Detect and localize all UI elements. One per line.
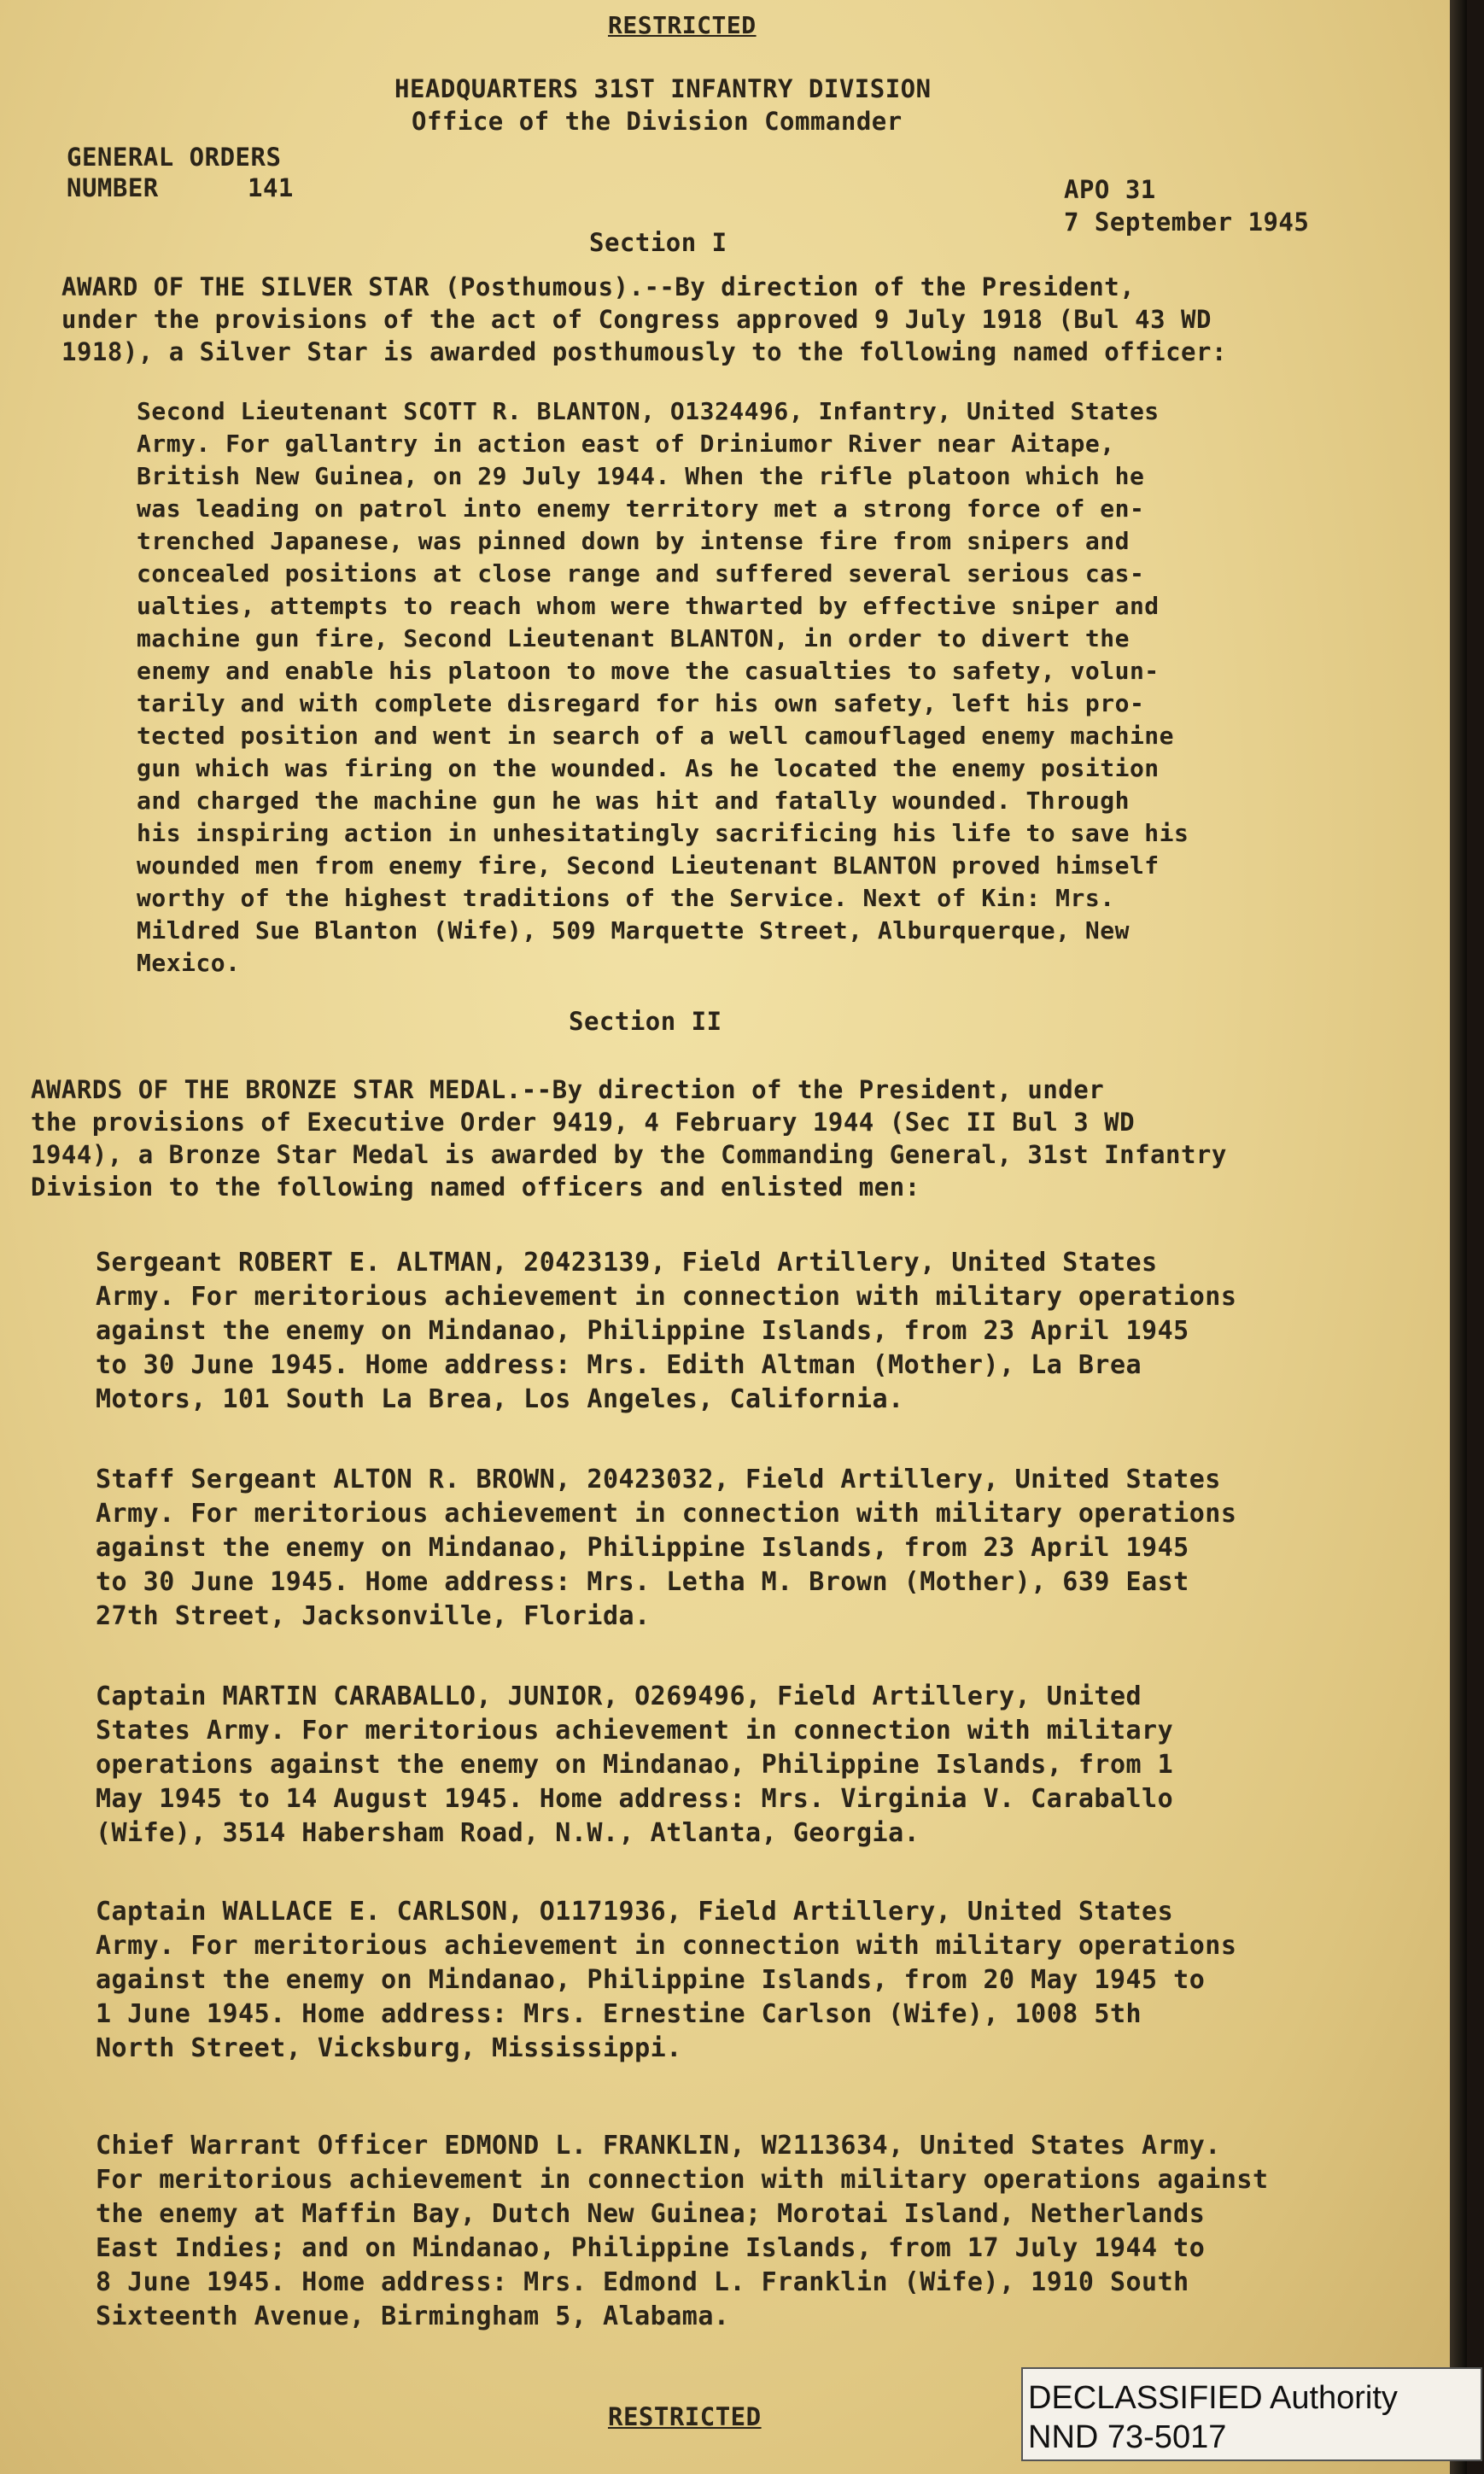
bronze-star-citation-line: to 30 June 1945. Home address: Mrs. Letha M. Brown (Mother), 639 East bbox=[96, 1567, 1189, 1597]
silver-star-citation-line: wounded men from enemy fire, Second Lieutenant BLANTON proved himself bbox=[137, 851, 1160, 880]
bronze-star-citation-line: May 1945 to 14 August 1945. Home address: Mrs. Virginia V. Caraballo bbox=[96, 1784, 1174, 1814]
section-1-intro-line: AWARD OF THE SILVER STAR (Posthumous).--By direction of the President, bbox=[61, 272, 1136, 301]
bronze-star-citation-line: to 30 June 1945. Home address: Mrs. Edith Altman (Mother), La Brea bbox=[96, 1350, 1142, 1380]
section-1-intro-line: under the provisions of the act of Congress approved 9 July 1918 (Bul 43 WD bbox=[61, 305, 1212, 334]
section-2-intro-line: 1944), a Bronze Star Medal is awarded by the Commanding General, 31st Infantry bbox=[31, 1140, 1227, 1169]
silver-star-citation-line: Mexico. bbox=[137, 949, 241, 977]
bronze-star-citation-line: 8 June 1945. Home address: Mrs. Edmond L. Franklin (Wife), 1910 South bbox=[96, 2267, 1189, 2297]
bronze-star-citation-line: Army. For meritorious achievement in connection with military operations bbox=[96, 1931, 1237, 1961]
bronze-star-citation-line: East Indies; and on Mindanao, Philippine Islands, from 17 July 1944 to bbox=[96, 2233, 1206, 2263]
stamp-reference: NND 73-5017 bbox=[1028, 2418, 1227, 2455]
classification-top: RESTRICTED bbox=[608, 11, 757, 39]
bronze-star-citation-line: Army. For meritorious achievement in connection with military operations bbox=[96, 1282, 1237, 1312]
bronze-star-citation-line: against the enemy on Mindanao, Philippine Islands, from 20 May 1945 to bbox=[96, 1965, 1206, 1995]
silver-star-citation-line: ualties, attempts to reach whom were thwarted by effective sniper and bbox=[137, 592, 1160, 620]
order-number: 141 bbox=[248, 173, 294, 202]
section-2-intro-line: Division to the following named officers and enlisted men: bbox=[31, 1173, 920, 1202]
section-1-intro-line: 1918), a Silver Star is awarded posthumously to the following named officer: bbox=[61, 337, 1227, 366]
section-2-heading: Section II bbox=[569, 1007, 722, 1036]
bronze-star-citation-line: States Army. For meritorious achievement in connection with military bbox=[96, 1716, 1174, 1746]
silver-star-citation-line: enemy and enable his platoon to move the casualties to safety, volun- bbox=[137, 657, 1160, 685]
bronze-star-citation-line: Captain MARTIN CARABALLO, JUNIOR, O269496, Field Artillery, United bbox=[96, 1682, 1142, 1711]
bronze-star-citation-line: (Wife), 3514 Habersham Road, N.W., Atlanta, Georgia. bbox=[96, 1818, 920, 1848]
declassified-stamp bbox=[1021, 2367, 1482, 2461]
section-2-intro-line: AWARDS OF THE BRONZE STAR MEDAL.--By direction of the President, under bbox=[31, 1075, 1105, 1104]
bronze-star-citation-line: Army. For meritorious achievement in connection with military operations bbox=[96, 1499, 1237, 1529]
silver-star-citation-line: trenched Japanese, was pinned down by intense fire from snipers and bbox=[137, 527, 1130, 555]
silver-star-citation-line: Mildred Sue Blanton (Wife), 509 Marquette Street, Alburquerque, New bbox=[137, 916, 1130, 945]
section-2-intro-line: the provisions of Executive Order 9419, 4 February 1944 (Sec II Bul 3 WD bbox=[31, 1108, 1136, 1137]
page-edge-shadow bbox=[1450, 0, 1467, 2474]
silver-star-citation-line: worthy of the highest traditions of the Service. Next of Kin: Mrs. bbox=[137, 884, 1115, 912]
number-label: NUMBER bbox=[67, 173, 159, 202]
silver-star-citation-line: tected position and went in search of a well camouflaged enemy machine bbox=[137, 722, 1175, 750]
bronze-star-citation-line: 1 June 1945. Home address: Mrs. Ernestine Carlson (Wife), 1008 5th bbox=[96, 1999, 1142, 2029]
apo-number: APO 31 bbox=[1064, 175, 1156, 204]
silver-star-citation-line: and charged the machine gun he was hit and fatally wounded. Through bbox=[137, 787, 1130, 815]
silver-star-citation-line: tarily and with complete disregard for his own safety, left his pro- bbox=[137, 689, 1145, 717]
bronze-star-citation-line: the enemy at Maffin Bay, Dutch New Guinea; Morotai Island, Netherlands bbox=[96, 2199, 1206, 2229]
bronze-star-citation-line: against the enemy on Mindanao, Philippine Islands, from 23 April 1945 bbox=[96, 1533, 1189, 1563]
bronze-star-citation-line: against the enemy on Mindanao, Philippine Islands, from 23 April 1945 bbox=[96, 1316, 1189, 1346]
bronze-star-citation-line: Chief Warrant Officer EDMOND L. FRANKLIN, W2113634, United States Army. bbox=[96, 2131, 1221, 2161]
silver-star-citation-line: gun which was firing on the wounded. As he located the enemy position bbox=[137, 754, 1160, 782]
silver-star-citation-line: Second Lieutenant SCOTT R. BLANTON, O1324496, Infantry, United States bbox=[137, 397, 1160, 425]
general-orders-label: GENERAL ORDERS bbox=[67, 143, 282, 172]
office-title: Office of the Division Commander bbox=[412, 107, 903, 136]
silver-star-citation-line: British New Guinea, on 29 July 1944. When the rifle platoon which he bbox=[137, 462, 1145, 490]
bronze-star-citation-line: Captain WALLACE E. CARLSON, O1171936, Field Artillery, United States bbox=[96, 1897, 1174, 1927]
silver-star-citation-line: was leading on patrol into enemy territory met a strong force of en- bbox=[137, 494, 1145, 523]
bronze-star-citation-line: North Street, Vicksburg, Mississippi. bbox=[96, 2033, 682, 2063]
bronze-star-citation-line: 27th Street, Jacksonville, Florida. bbox=[96, 1601, 651, 1631]
bronze-star-citation-line: Staff Sergeant ALTON R. BROWN, 20423032, Field Artillery, United States bbox=[96, 1465, 1221, 1494]
silver-star-citation-line: Army. For gallantry in action east of Driniumor River near Aitape, bbox=[137, 430, 1115, 458]
bronze-star-citation-line: operations against the enemy on Mindanao, Philippine Islands, from 1 bbox=[96, 1750, 1174, 1780]
bronze-star-citation-line: Sixteenth Avenue, Birmingham 5, Alabama. bbox=[96, 2301, 730, 2331]
stamp-authority: DECLASSIFIED Authority bbox=[1028, 2380, 1398, 2416]
order-date: 7 September 1945 bbox=[1064, 208, 1310, 237]
bronze-star-citation-line: Motors, 101 South La Brea, Los Angeles, California. bbox=[96, 1384, 904, 1414]
silver-star-citation-line: machine gun fire, Second Lieutenant BLANTON, in order to divert the bbox=[137, 624, 1130, 652]
headquarters-title: HEADQUARTERS 31ST INFANTRY DIVISION bbox=[394, 74, 932, 103]
bronze-star-citation-line: Sergeant ROBERT E. ALTMAN, 20423139, Field Artillery, United States bbox=[96, 1248, 1158, 1278]
classification-bottom: RESTRICTED bbox=[608, 2402, 762, 2431]
section-1-heading: Section I bbox=[589, 228, 727, 257]
silver-star-citation-line: concealed positions at close range and suffered several serious cas- bbox=[137, 559, 1145, 588]
silver-star-citation-line: his inspiring action in unhesitatingly sacrificing his life to save his bbox=[137, 819, 1189, 847]
bronze-star-citation-line: For meritorious achievement in connection with military operations against bbox=[96, 2165, 1269, 2195]
